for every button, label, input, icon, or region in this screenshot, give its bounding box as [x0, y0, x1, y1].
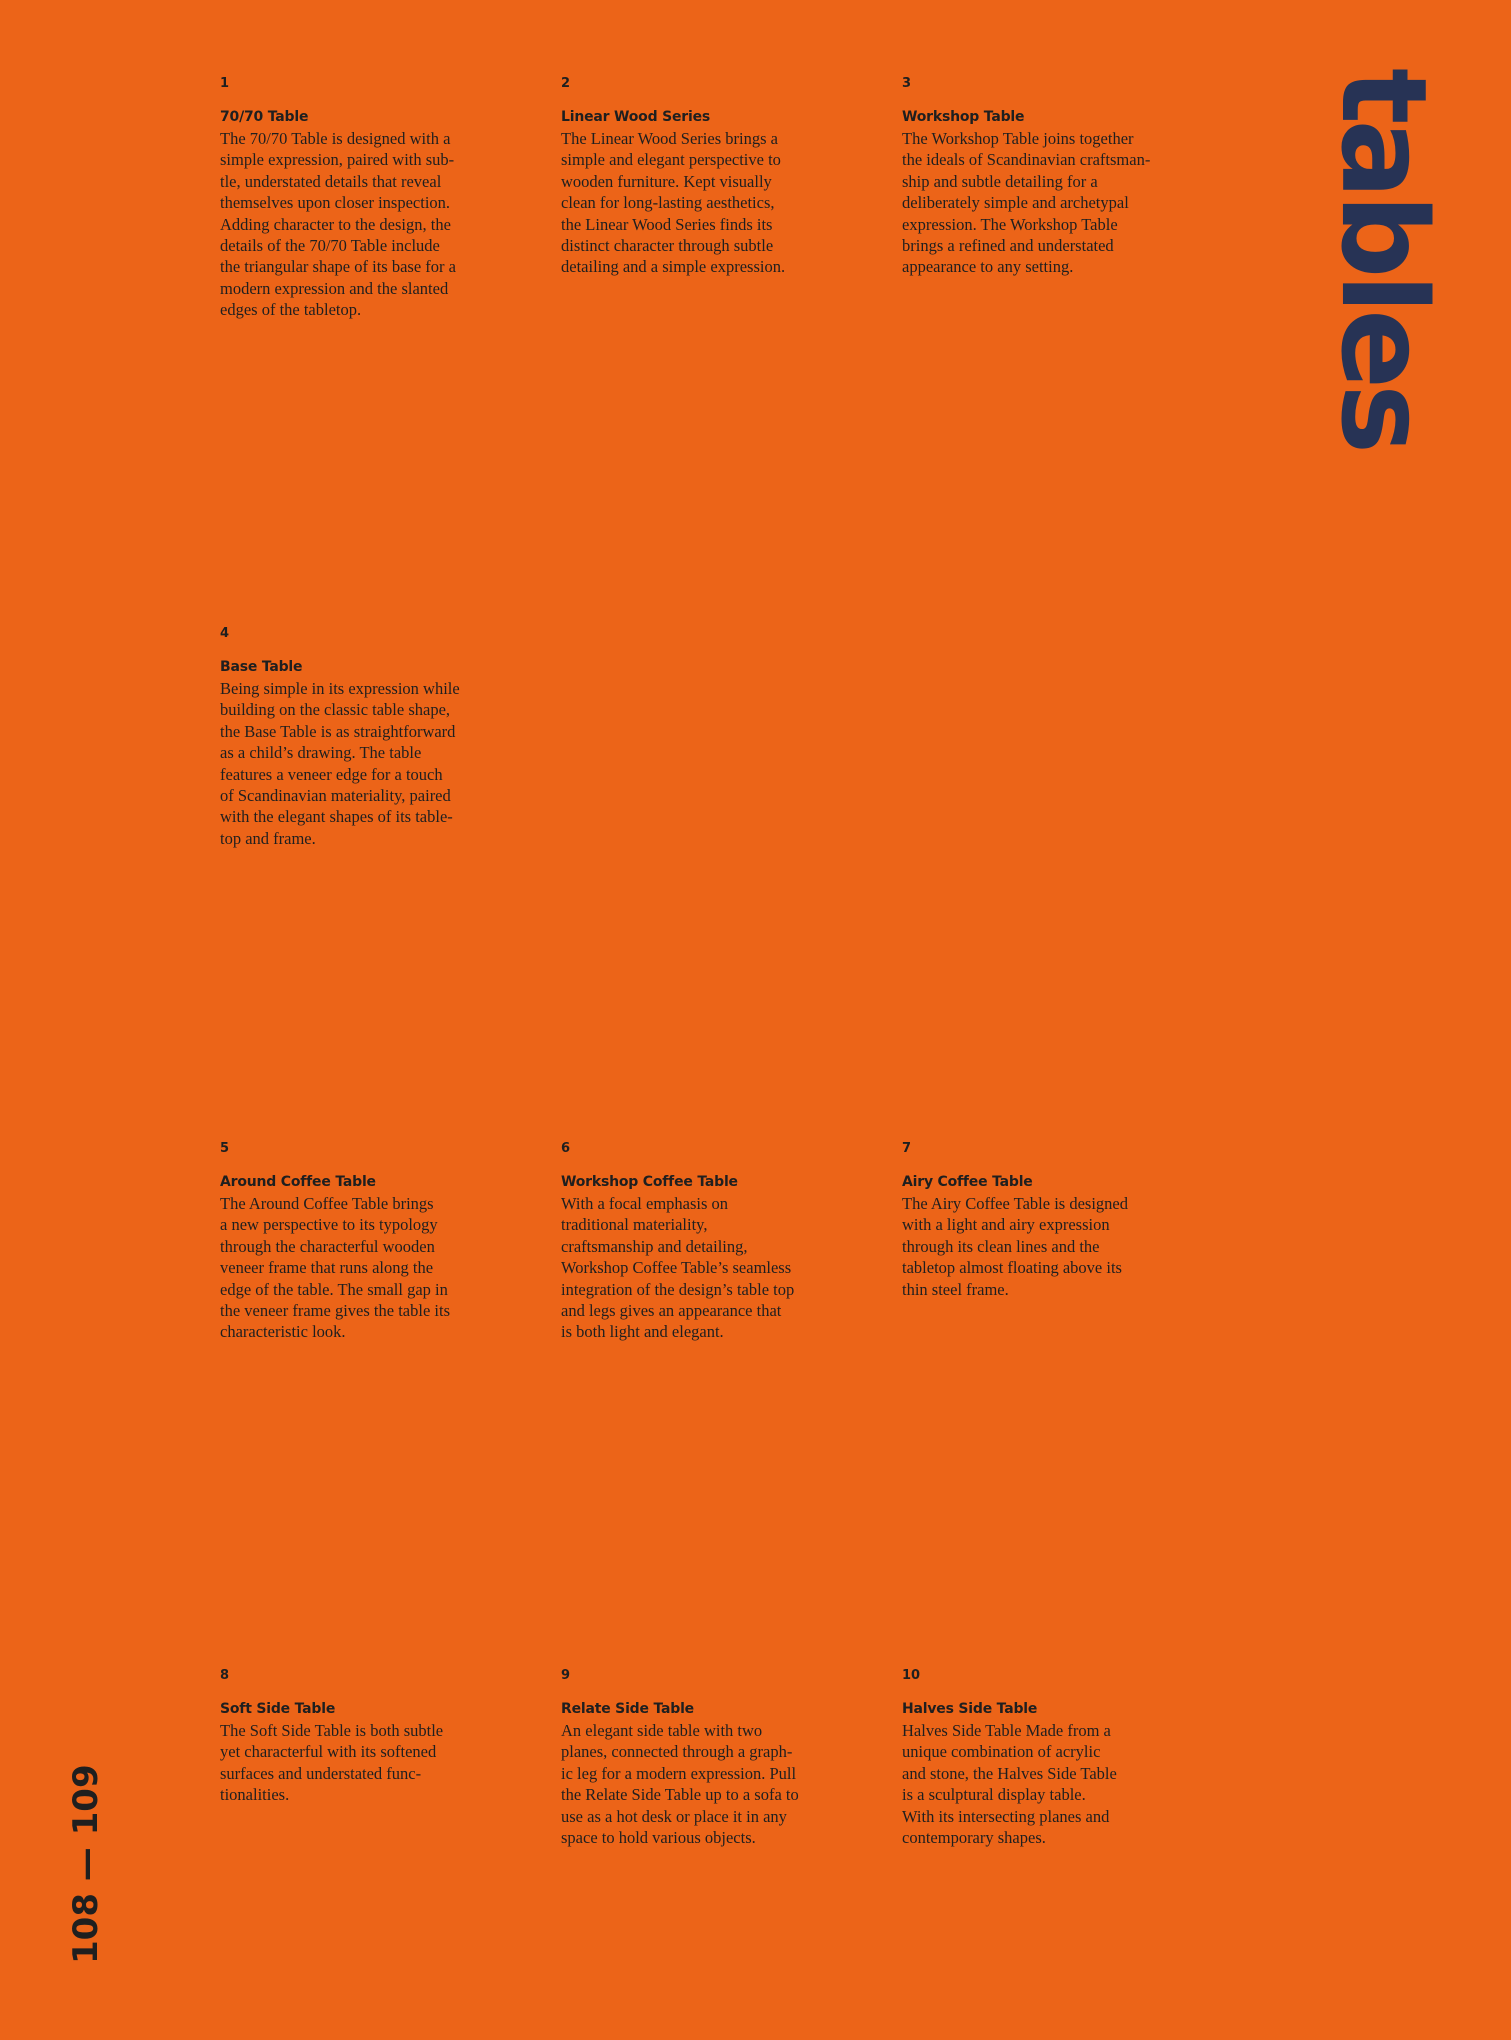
- product-description: Being simple in its expression while building on the classic table shape, the Base Table is as straightforward as a child’s drawing. The table features a veneer edge for a touch of Scandinavian materiality, paired with the elegant shapes of its table- top and frame.: [220, 679, 460, 848]
- product-description: The Workshop Table joins together the ideals of Scandinavian craftsman- ship and subtle detailing for a deliberately simple and archetypal expression. The Workshop Table brings a refined and understated appearance to any setting.: [902, 129, 1151, 277]
- product-entry-70-70-table: [220, 76, 510, 321]
- product-number: 9: [561, 1668, 571, 1683]
- product-entry-base-table: [220, 626, 510, 849]
- product-description: The Soft Side Table is both subtle yet characterful with its softened surfaces and understated func- tionalities.: [220, 1721, 444, 1805]
- product-entry-workshop-table: [902, 76, 1192, 278]
- product-entry-workshop-coffee-table: [561, 1141, 851, 1343]
- product-title: Base Table: [220, 659, 303, 675]
- section-heading: [1315, 68, 1453, 478]
- product-entry-halves-side-table: [902, 1668, 1192, 1848]
- page-numbers-text: 108 — 109: [66, 1764, 106, 1964]
- section-heading-text: tables: [1315, 68, 1453, 450]
- product-description: With a focal emphasis on traditional materiality, craftsmanship and detailing, Workshop Coffee Table’s seamless integration of the design’s table top and legs gives an appearance that is both light and elegant.: [561, 1194, 795, 1342]
- product-number: 5: [220, 1141, 230, 1156]
- product-number: 2: [561, 76, 571, 91]
- page-numbers: [66, 1764, 106, 1964]
- product-entry-relate-side-table: [561, 1668, 851, 1848]
- product-number: 6: [561, 1141, 571, 1156]
- product-title: Workshop Coffee Table: [561, 1174, 738, 1190]
- product-title: Airy Coffee Table: [902, 1174, 1033, 1190]
- product-description: The Airy Coffee Table is designed with a light and airy expression through its clean lines and the tabletop almost floating above its thin steel frame.: [902, 1194, 1128, 1299]
- product-description: Halves Side Table Made from a unique combination of acrylic and stone, the Halves Side Table is a sculptural display table. With its intersecting planes and contemporary shapes.: [902, 1721, 1117, 1848]
- product-title: Soft Side Table: [220, 1701, 336, 1717]
- product-number: 8: [220, 1668, 230, 1683]
- product-entry-soft-side-table: [220, 1668, 510, 1806]
- product-number: 4: [220, 626, 230, 641]
- product-description: The Around Coffee Table brings a new perspective to its typology through the characterful wooden veneer frame that runs along the edge of the table. The small gap in the veneer frame gives the table its characteristic look.: [220, 1194, 450, 1342]
- product-title: Workshop Table: [902, 109, 1025, 125]
- product-title: Relate Side Table: [561, 1701, 694, 1717]
- product-description: An elegant side table with two planes, connected through a graph- ic leg for a modern expression. Pull the Relate Side Table up to a sofa to use as a hot desk or place it in any space to hold various objects.: [561, 1721, 799, 1848]
- product-number: 7: [902, 1141, 912, 1156]
- product-number: 3: [902, 76, 912, 91]
- product-entry-around-coffee-table: [220, 1141, 510, 1343]
- product-entry-airy-coffee-table: [902, 1141, 1192, 1300]
- product-number: 10: [902, 1668, 921, 1683]
- product-title: Halves Side Table: [902, 1701, 1038, 1717]
- product-number: 1: [220, 76, 230, 91]
- product-description: The 70/70 Table is designed with a simple expression, paired with sub- tle, understated details that reveal themselves upon closer inspection. Adding character to the design, the details of the 70/70 Table include the triangular shape of its base for a modern expression and the slanted edges of the tabletop.: [220, 129, 456, 320]
- product-entry-linear-wood-series: [561, 76, 851, 278]
- product-title: Linear Wood Series: [561, 109, 710, 125]
- product-title: 70/70 Table: [220, 109, 309, 125]
- product-title: Around Coffee Table: [220, 1174, 376, 1190]
- product-description: The Linear Wood Series brings a simple and elegant perspective to wooden furniture. Kept visually clean for long-lasting aesthetics, the Linear Wood Series finds its distinct character through subtle detailing and a simple expression.: [561, 129, 786, 277]
